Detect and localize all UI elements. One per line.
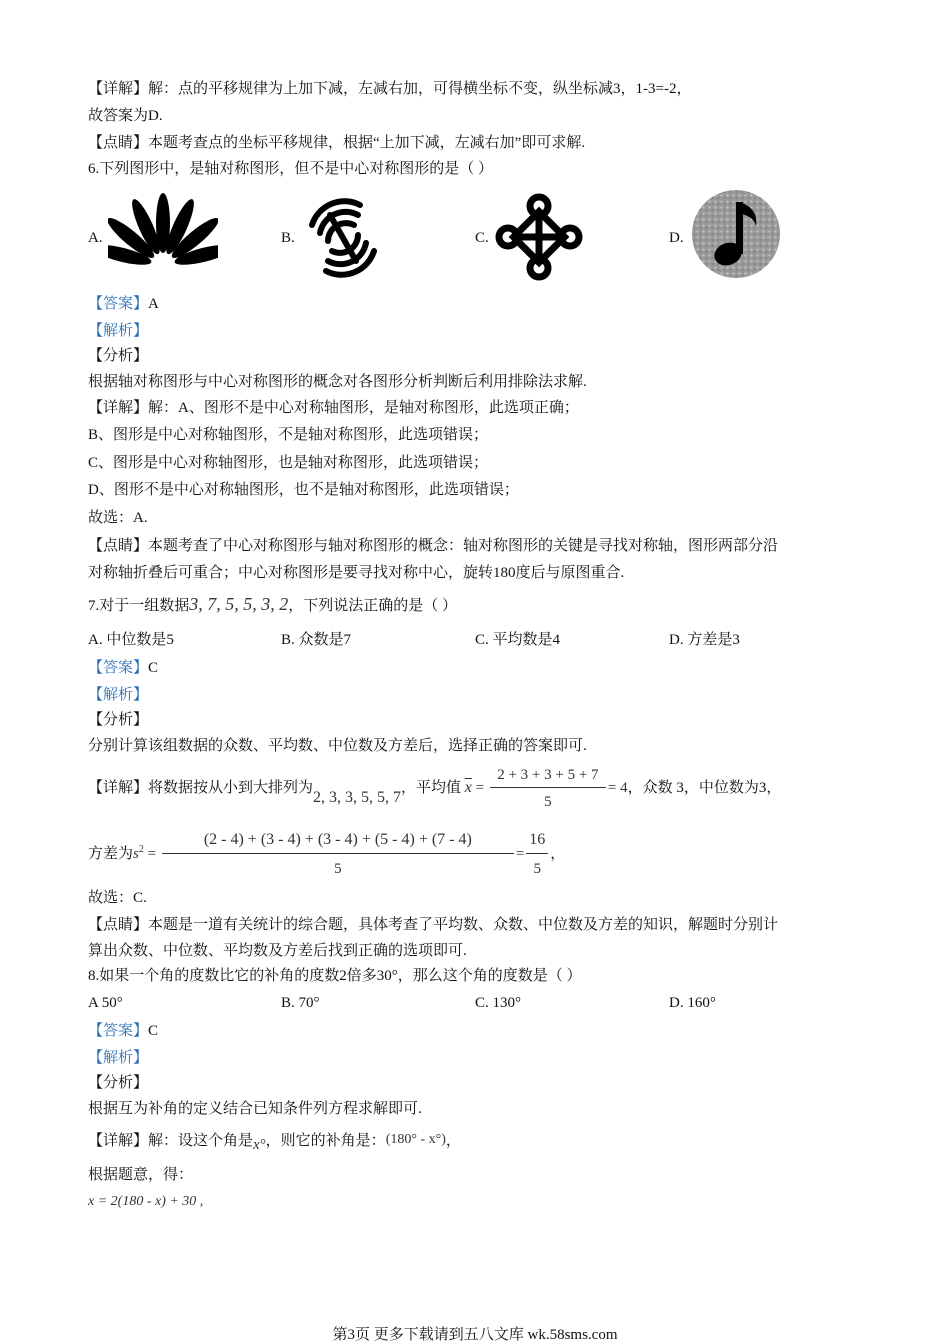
q8-equation: x = 2(180 - x) + 30 ,	[88, 1194, 204, 1209]
fraction-numerator: (2 - 4) + (3 - 4) + (3 - 4) + (5 - 4) + (7 - 4)	[162, 829, 514, 854]
q8-option-b: B. 70°	[281, 995, 320, 1011]
q7-comment-2: 算出众数、中位数、平均数及方差后找到正确的选项即可.	[88, 943, 467, 959]
q8-comma: ，	[445, 1133, 461, 1149]
fraction-denominator: 5	[533, 861, 542, 878]
question-6-stem: 6.下列图形中，是轴对称图形，但不是中心对称图形的是（ ）	[88, 161, 494, 177]
q7-detail-pre: 【详解】将数据按从小到大排列为	[88, 780, 314, 796]
fraction-denominator: 5	[544, 794, 552, 811]
detail-line: 【详解】解：点的平移规律为上加下减，左减右加，可得横坐标不变，纵坐标减3，1-3=-2，	[88, 81, 692, 97]
q8-option-a: A 50°	[88, 995, 123, 1011]
q6-fenxi-text: 根据轴对称图形与中心对称图形的概念对各图形分析判断后利用排除法求解.	[88, 374, 587, 390]
answer-tag: 【答案】	[88, 1023, 149, 1039]
answer-line: 故答案为D.	[88, 108, 163, 124]
q8-supplement-expr: (180° - x°)	[385, 1132, 446, 1147]
q7-comment-1: 【点睛】本题是一道有关统计的综合题，具体考查了平均数、众数、中位数及方差的知识，解题时分别计	[88, 917, 779, 933]
answer-value: C	[148, 660, 159, 676]
q7-variance-fraction	[162, 829, 514, 880]
q6-jiexi-tag: 【解析】	[88, 323, 149, 339]
q7-option-b: B. 众数是7	[281, 632, 352, 648]
q7-mean-label: ，平均值	[401, 780, 462, 796]
fraction-denominator: 5	[334, 861, 342, 878]
q7-fenxi-tag: 【分析】	[88, 712, 149, 728]
q8-option-c: C. 130°	[475, 995, 522, 1011]
q7-var-symbol: s	[133, 846, 139, 862]
answer-tag: 【答案】	[88, 296, 149, 312]
q7-sorted-data: 2, 3, 3, 5, 5, 7	[313, 789, 402, 806]
q8-jiexi-tag: 【解析】	[88, 1050, 149, 1066]
q7-fenxi-text: 分别计算该组数据的众数、平均数、中位数及方差后，选择正确的答案即可.	[88, 738, 587, 754]
question-8-stem: 8.如果一个角的度数比它的补角的度数2倍多30°，那么这个角的度数是（ ）	[88, 968, 582, 984]
music-note-logo-figure	[690, 188, 782, 280]
q7-stem-data: 3, 7, 5, 5, 3, 2	[189, 594, 289, 614]
option-b-label: B.	[281, 230, 295, 246]
q6-detail-2: B、图形是中心对称轴图形，不是轴对称图形，此选项错误；	[88, 427, 489, 443]
q8-variable: x°	[253, 1137, 266, 1153]
q8-detail-mid: ，则它的补角是：	[265, 1133, 386, 1149]
q6-fenxi-tag: 【分析】	[88, 348, 149, 364]
q8-fenxi-text: 根据互为补角的定义结合已知条件列方程求解即可.	[88, 1101, 422, 1117]
option-c-label: C.	[475, 230, 489, 246]
q8-detail-line	[88, 1130, 461, 1155]
option-a-label: A.	[88, 230, 103, 246]
huawei-logo-figure	[108, 193, 218, 283]
q6-detail-1: 【详解】解：A、图形不是中心对称轴图形，是轴对称图形，此选项正确；	[88, 400, 579, 416]
option-d-label: D.	[669, 230, 684, 246]
q8-answer-line	[88, 1021, 158, 1041]
q6-select: 故选：A.	[88, 510, 148, 526]
q7-xbar: $\overline{x}$	[464, 779, 472, 796]
q8-detail-pre: 【详解】解：设这个角是	[88, 1133, 254, 1149]
q7-mean-fraction	[490, 765, 606, 812]
q7-jiexi-tag: 【解析】	[88, 687, 149, 703]
q7-var-label: 方差为	[88, 846, 134, 862]
q7-mode-text: ，众数 3，中位数为3，	[627, 780, 782, 796]
q7-answer-line	[88, 658, 158, 678]
q6-detail-3: C、图形是中心对称轴图形，也是轴对称图形，此选项错误；	[88, 455, 489, 471]
answer-tag: 【答案】	[88, 660, 149, 676]
q7-option-a: A. 中位数是5	[88, 632, 174, 648]
q7-option-c: C. 平均数是4	[475, 632, 561, 648]
answer-value: A	[148, 296, 159, 312]
q6-comment-1: 【点睛】本题考查了中心对称图形与轴对称图形的概念：轴对称图形的关键是寻找对称轴，图形两部分沿	[88, 538, 779, 554]
q7-option-d: D. 方差是3	[669, 632, 740, 648]
answer-value: C	[148, 1023, 159, 1039]
q7-stem-pre: 7.对于一组数据	[88, 598, 190, 614]
q6-detail-4: D、图形不是中心对称轴图形，也不是轴对称图形，此选项错误；	[88, 482, 519, 498]
q8-fenxi-tag: 【分析】	[88, 1075, 149, 1091]
comment-line: 【点睛】本题考查点的坐标平移规律，根据“上加下减，左减右加”即可求解.	[88, 135, 586, 151]
q6-comment-2: 对称轴折叠后可重合；中心对称图形是要寻找对称中心，旋转180度后与原图重合.	[88, 565, 625, 581]
q7-variance-result	[526, 829, 548, 880]
q7-stem-post: ，下列说法正确的是（ ）	[288, 598, 458, 614]
q6-answer-line	[88, 294, 159, 314]
q8-by-condition: 根据题意，得：	[88, 1167, 194, 1183]
question-7-stem	[88, 594, 457, 616]
fraction-numerator: 16	[526, 829, 548, 854]
fraction-numerator: 2 + 3 + 3 + 5 + 7	[490, 765, 606, 788]
china-unicom-knot-figure	[494, 192, 584, 282]
china-mobile-logo-figure	[300, 195, 386, 281]
q8-option-d: D. 160°	[669, 995, 716, 1011]
q7-select: 故选：C.	[88, 890, 147, 906]
q7-detail-variance: 方差为$s^2$ = $\frac{(2 - 4) + (3 - 4) + (3 - 4) + (5 - 4) + (7 - 4)}{5}$ = $\frac{16}{5}$ ，	[88, 822, 565, 882]
page-footer: 第3页 更多下载请到五八文库 wk.58sms.com	[332, 1327, 618, 1343]
q7-mean-value: = 4	[607, 780, 628, 796]
q7-detail-mean: 【详解】将数据按从小到大排列为2, 3, 3, 5, 5, 7，平均值 $\overline{x}$ = $\frac{2 + 3 + 3 + 5 + 7}{5}$ = 4，众数 3，中位数为3，	[88, 767, 782, 811]
